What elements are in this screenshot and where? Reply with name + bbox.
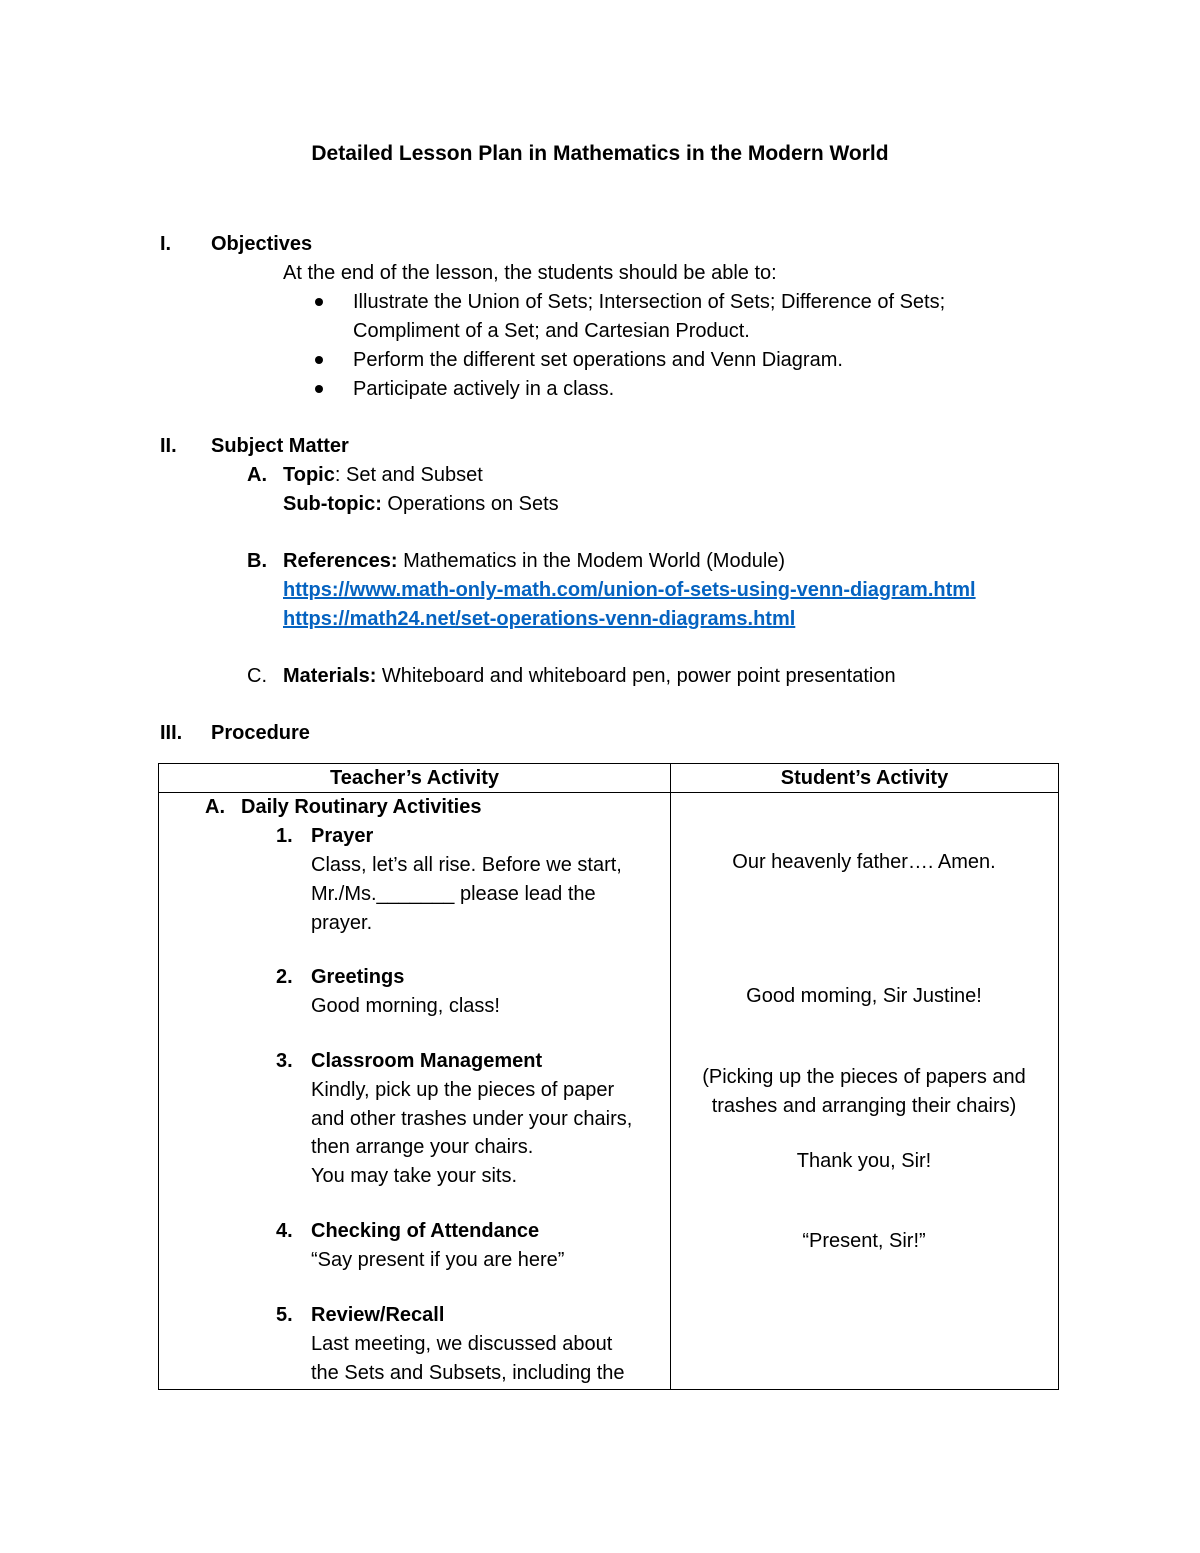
step-title: Greetings: [311, 966, 405, 988]
procedure-table: [158, 763, 1059, 1390]
student-response: Thank you, Sir!: [796, 1150, 932, 1172]
materials-line: [283, 662, 896, 691]
objective-item: Perform the different set operations and Venn Diagram.: [353, 349, 843, 371]
objectives-intro: At the end of the lesson, the students should be able to:: [283, 262, 777, 284]
materials-label: Materials:: [283, 665, 377, 687]
references-letter: B.: [247, 550, 267, 572]
objective-item: Participate actively in a class.: [353, 378, 615, 400]
step-title: Checking of Attendance: [311, 1220, 540, 1242]
procedure-heading: Procedure: [211, 722, 310, 744]
student-response: Good moming, Sir Justine!: [746, 985, 982, 1007]
teacher-activity-cell: [159, 793, 671, 1390]
step-number: 1.: [276, 825, 293, 847]
student-activity-header: Student’s Activity: [671, 764, 1059, 793]
objective-item: Illustrate the Union of Sets; Intersection of Sets; Difference of Sets;: [353, 291, 946, 313]
step-number: 4.: [276, 1220, 293, 1242]
step-line: prayer.: [311, 912, 373, 934]
step-title: Prayer: [311, 825, 374, 847]
step-line: then arrange your chairs.: [311, 1136, 534, 1158]
section-letter: A.: [205, 796, 225, 818]
objectives-heading: Objectives: [211, 233, 313, 255]
student-response-continued: trashes and arranging their chairs): [711, 1095, 1017, 1117]
document-title: Detailed Lesson Plan in Mathematics in the Modern World: [311, 142, 889, 165]
step-number: 5.: [276, 1304, 293, 1326]
materials-value: Whiteboard and whiteboard pen, power point presentation: [376, 665, 896, 687]
step-line: the Sets and Subsets, including the: [311, 1362, 625, 1384]
step-line: “Say present if you are here”: [311, 1249, 565, 1271]
topic-label: Topic: [283, 464, 335, 486]
step-number: 2.: [276, 966, 293, 988]
step-line: and other trashes under your chairs,: [311, 1108, 633, 1130]
subtopic-line: [283, 490, 559, 519]
topic-line: [283, 461, 483, 490]
topic-value: Set and Subset: [340, 464, 483, 486]
step-line: Mr./Ms._______ please lead the: [311, 883, 596, 905]
topic-colon: :: [334, 464, 341, 486]
step-line: Kindly, pick up the pieces of paper: [311, 1079, 615, 1101]
step-line: You may take your sits.: [311, 1165, 518, 1187]
step-number: 3.: [276, 1050, 293, 1072]
subject-matter-heading: Subject Matter: [211, 435, 349, 457]
student-response: Our heavenly father…. Amen.: [732, 851, 996, 873]
student-response: “Present, Sir!”: [802, 1230, 926, 1252]
topic-letter: A.: [247, 464, 267, 486]
references-label: References:: [283, 550, 398, 572]
materials-letter: C.: [247, 665, 267, 687]
student-activity-cell: [671, 793, 1059, 1390]
step-line: Good morning, class!: [311, 995, 500, 1017]
procedure-numeral: III.: [160, 722, 183, 744]
step-title: Classroom Management: [311, 1050, 543, 1072]
step-line: Class, let’s all rise. Before we start,: [311, 854, 622, 876]
reference-link[interactable]: https://math24.net/set-operations-venn-diagrams.html: [283, 608, 796, 630]
references-value: Mathematics in the Modem World (Module): [397, 550, 786, 572]
subject-matter-numeral: II.: [160, 435, 177, 457]
reference-link[interactable]: https://www.math-only-math.com/union-of-sets-using-venn-diagram.html: [283, 579, 976, 601]
section-title: Daily Routinary Activities: [241, 796, 482, 818]
objective-item-continued: Compliment of a Set; and Cartesian Product.: [353, 320, 750, 342]
step-title: Review/Recall: [311, 1304, 445, 1326]
bullet-icon: [315, 356, 323, 364]
student-response: (Picking up the pieces of papers and: [702, 1066, 1026, 1088]
step-line: Last meeting, we discussed about: [311, 1333, 613, 1355]
teacher-activity-header: Teacher’s Activity: [159, 764, 671, 793]
bullet-icon: [315, 298, 323, 306]
subtopic-value: Operations on Sets: [381, 493, 559, 515]
references-line: [283, 547, 785, 576]
bullet-icon: [315, 385, 323, 393]
subtopic-label: Sub-topic:: [283, 493, 382, 515]
objectives-numeral: I.: [160, 233, 172, 255]
